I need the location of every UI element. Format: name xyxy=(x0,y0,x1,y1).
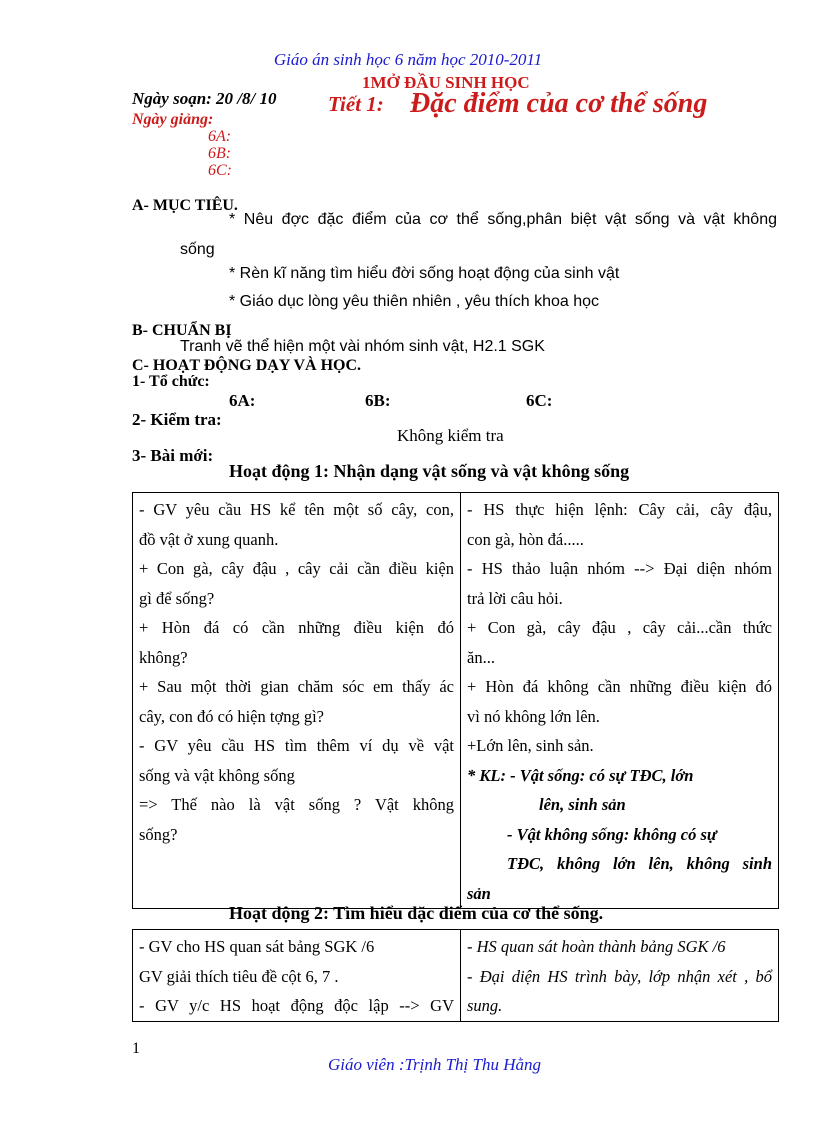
teach-date-label: Ngày giảng: xyxy=(132,111,214,128)
lesson-label: Tiết 1: xyxy=(328,92,384,116)
section-b-text: Tranh vẽ thể hiện một vài nhóm sinh vật, H2.1 SGK xyxy=(180,338,545,355)
class-6c: 6C: xyxy=(208,162,232,179)
conclusion-line-5: sản xyxy=(467,883,491,903)
prep-date: Ngày soạn: 20 /8/ 10 xyxy=(132,89,277,108)
org-class-6c: 6C: xyxy=(526,391,553,410)
org-class-6a: 6A: xyxy=(229,391,256,410)
class-6a: 6A: xyxy=(208,128,232,145)
objective-3: * Giáo dục lòng yêu thiên nhiên , yêu thích khoa học xyxy=(229,293,600,310)
new-lesson-label: 3- Bài mới: xyxy=(132,446,214,465)
objective-1: * Nêu đợc đặc điểm của cơ thể sống,phân biệt vật sống và vật không xyxy=(229,211,777,228)
document-header: Giáo án sinh học 6 năm học 2010-2011 xyxy=(273,50,543,69)
conclusion-line-2: lên, sinh sản xyxy=(539,795,626,814)
page-number: 1 xyxy=(132,1040,140,1057)
activity1-title: Hoạt động 1: Nhận dạng vật sống và vật không sống xyxy=(229,461,630,481)
check-note: Không kiểm tra xyxy=(397,426,504,445)
activity2-student-column: - HS quan sát hoàn thành bảng SGK /6 - Đại diện HS trình bày, lớp nhận xét , bổ sung. xyxy=(461,930,779,1022)
activity1-table xyxy=(132,492,779,909)
section-a-title: A- MỤC TIÊU. xyxy=(132,197,238,214)
org-class-6b: 6B: xyxy=(365,391,391,410)
conclusion-line-3: - Vật không sống: không có sự xyxy=(507,824,717,844)
activity1-student-column: - HS thực hiện lệnh: Cây cải, cây đậu, con gà, hòn đá..... - HS thảo luận nhóm --> Đại diện nhóm trả lời câu hỏi. + Con gà, cây đậu , cây cải...cần thức ăn... + Hòn đá không cần những điều kiện đó vì nó không lớn lên. +Lớn lên, sinh sản. * KL: - Vật sống: có sự TĐC, lớn lên, sinh sản - Vật không sống: không có sự TĐC, không lớn lên, không sinh sản xyxy=(461,493,779,909)
unit-title: 1MỞ ĐẦU SINH HỌC xyxy=(362,73,530,92)
activity2-title: Hoạt động 2: Tìm hiểu đặc điểm của cơ thể sống. xyxy=(229,903,604,923)
activity1-teacher-column: - GV yêu cầu HS kể tên một số cây, con, đồ vật ở xung quanh. + Con gà, cây đậu , cây cải cần điều kiện gì để sống? + Hòn đá có cần những điều kiện đó không? + Sau một thời gian chăm sóc em thấy ác cây, con đó có hiện tợng gì? - GV yêu cầu HS tìm thêm ví dụ về vật sống và vật không sống => Thế nào là vật sống ? Vật không sống? xyxy=(133,493,461,909)
activity2-teacher-column: - GV cho HS quan sát bảng SGK /6 GV giải thích tiêu đề cột 6, 7 . - GV y/c HS hoạt động độc lập --> GV xyxy=(133,930,461,1022)
activity2-table xyxy=(132,929,779,1022)
section-b-title: B- CHUẨN BỊ xyxy=(132,322,232,339)
objective-1-cont: sống xyxy=(180,241,215,258)
check-label: 2- Kiểm tra: xyxy=(132,410,222,429)
conclusion-line-1: * KL: - Vật sống: có sự TĐC, lớn xyxy=(467,765,694,785)
conclusion-line-4: TĐC, không lớn lên, không sinh xyxy=(507,854,772,873)
section-c-title: C- HOẠT ĐỘNG DẠY VÀ HỌC. xyxy=(132,357,362,374)
document-footer: Giáo viên :Trịnh Thị Thu Hằng xyxy=(328,1055,541,1074)
lesson-title: Đặc điểm của cơ thể sống xyxy=(410,88,708,119)
organization-label: 1- Tổ chức: xyxy=(132,373,210,390)
objective-2: * Rèn kĩ năng tìm hiểu đời sống hoạt động của sinh vật xyxy=(229,265,620,282)
class-6b: 6B: xyxy=(208,145,232,162)
